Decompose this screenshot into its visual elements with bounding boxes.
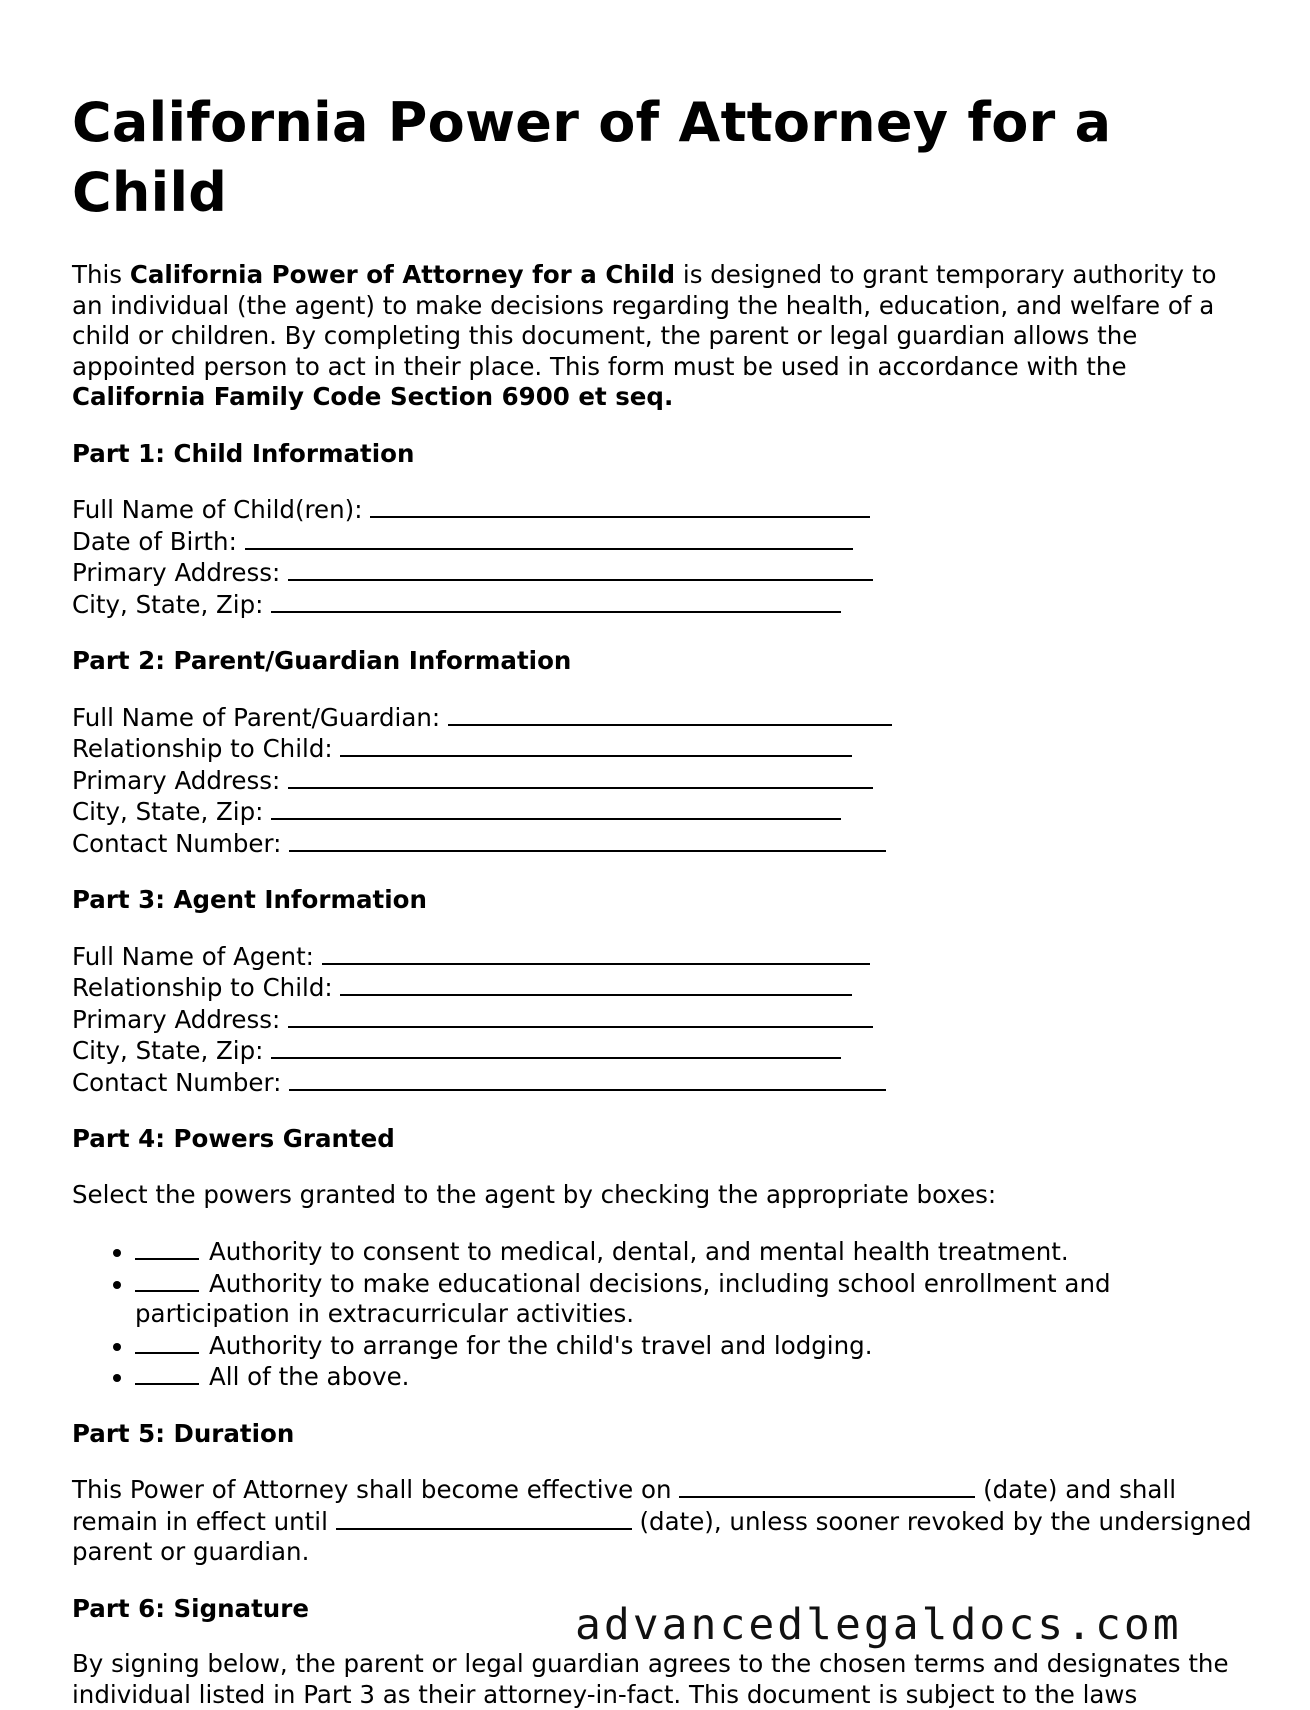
powers-list xyxy=(72,1236,1252,1393)
power-label: All of the above. xyxy=(209,1362,410,1391)
part6-heading: Part 6: Signature xyxy=(72,1593,309,1623)
child-city-field xyxy=(72,589,1252,621)
duration-paragraph xyxy=(72,1474,1252,1568)
field-label: City, State, Zip: xyxy=(72,797,272,826)
field-label: City, State, Zip: xyxy=(72,589,272,619)
parent-relationship-blank[interactable] xyxy=(340,733,852,757)
child-name-blank[interactable] xyxy=(370,494,870,518)
parent-city-blank[interactable] xyxy=(271,796,841,820)
duration-text-middle: (date) and shall remain in effect until xyxy=(72,1475,1177,1536)
duration-text-start: This Power of Attorney shall become effective on xyxy=(72,1475,680,1504)
watermark-text: advancedlegaldocs.com xyxy=(575,1600,1182,1650)
agent-name-field xyxy=(72,941,1252,973)
part2-fields xyxy=(72,702,1252,860)
field-label: Full Name of Agent: xyxy=(72,941,322,971)
parent-address-field xyxy=(72,765,1252,797)
intro-code-reference: California Family Code Section 6900 et seq. xyxy=(72,382,674,411)
part4-heading: Part 4: Powers Granted xyxy=(72,1124,395,1153)
power-education-checkbox[interactable] xyxy=(135,1268,199,1292)
powers-instruction: Select the powers granted to the agent by checking the appropriate boxes: xyxy=(72,1179,997,1209)
parent-contact-field xyxy=(72,828,1252,860)
parent-name-blank[interactable] xyxy=(448,702,892,726)
document-title: California Power of Attorney for a Child xyxy=(72,91,1112,224)
field-label: Primary Address: xyxy=(72,1004,289,1034)
field-label: Full Name of Child(ren): xyxy=(72,495,371,524)
part1-heading: Part 1: Child Information xyxy=(72,438,415,468)
duration-text-end: (date), unless sooner revoked by the undersigned parent or guardian. xyxy=(72,1506,1252,1566)
intro-paragraph xyxy=(72,260,1252,413)
power-travel-checkbox[interactable] xyxy=(135,1330,199,1354)
field-label: Contact Number: xyxy=(72,828,290,858)
intro-text-start: This xyxy=(72,260,130,289)
end-date-blank[interactable] xyxy=(336,1506,632,1530)
child-dob-field xyxy=(72,526,1252,558)
field-label: Relationship to Child: xyxy=(72,973,341,1002)
part2-heading: Part 2: Parent/Guardian Information xyxy=(72,646,572,675)
part3-heading: Part 3: Agent Information xyxy=(72,885,427,914)
list-item xyxy=(135,1236,1252,1268)
agent-contact-field xyxy=(72,1067,1252,1099)
field-label: City, State, Zip: xyxy=(72,1036,272,1065)
child-address-field xyxy=(72,557,1252,589)
child-city-blank[interactable] xyxy=(271,589,841,613)
document-page xyxy=(72,88,1252,1710)
signature-paragraph: By signing below, the parent or legal guardian agrees to the chosen terms and designates the individual listed in Part 3 as their attorney-in-fact. This document is subject to the laws xyxy=(72,1649,1229,1709)
intro-text-middle: is designed to grant temporary authority to an individual (the agent) to make decisions regarding the health, education, and welfare of a child or children. By completing this document, the parent or legal guardian allows the appointed person to act in their place. This form must be used in accordance with the xyxy=(72,260,1217,381)
child-address-blank[interactable] xyxy=(288,557,873,581)
child-name-field xyxy=(72,494,1252,526)
agent-contact-blank[interactable] xyxy=(289,1067,886,1091)
parent-name-field xyxy=(72,702,1252,734)
agent-city-field xyxy=(72,1035,1252,1067)
list-item xyxy=(135,1330,1252,1362)
agent-address-field xyxy=(72,1004,1252,1036)
effective-date-blank[interactable] xyxy=(679,1474,975,1498)
field-label: Contact Number: xyxy=(72,1067,290,1097)
agent-name-blank[interactable] xyxy=(322,941,870,965)
field-label: Relationship to Child: xyxy=(72,734,341,763)
field-label: Full Name of Parent/Guardian: xyxy=(72,702,448,732)
power-label: Authority to consent to medical, dental, and mental health treatment. xyxy=(209,1237,1069,1266)
power-label: Authority to make educational decisions, including school enrollment and participation in extracurricular activities. xyxy=(135,1268,1111,1328)
child-dob-blank[interactable] xyxy=(245,526,853,550)
power-label: Authority to arrange for the child's travel and lodging. xyxy=(209,1330,873,1360)
list-item xyxy=(135,1361,1252,1393)
power-all-checkbox[interactable] xyxy=(135,1361,199,1385)
field-label: Primary Address: xyxy=(72,765,289,795)
part3-fields xyxy=(72,941,1252,1099)
parent-city-field xyxy=(72,796,1252,828)
parent-contact-blank[interactable] xyxy=(289,828,886,852)
field-label: Primary Address: xyxy=(72,558,289,587)
parent-relationship-field xyxy=(72,733,1252,765)
list-item xyxy=(135,1268,1252,1330)
part1-fields xyxy=(72,494,1252,620)
power-medical-checkbox[interactable] xyxy=(135,1236,199,1260)
field-label: Date of Birth: xyxy=(72,526,245,556)
agent-city-blank[interactable] xyxy=(271,1035,841,1059)
agent-relationship-blank[interactable] xyxy=(340,972,852,996)
part5-heading: Part 5: Duration xyxy=(72,1418,295,1448)
parent-address-blank[interactable] xyxy=(288,765,873,789)
agent-address-blank[interactable] xyxy=(288,1004,873,1028)
agent-relationship-field xyxy=(72,972,1252,1004)
intro-form-name: California Power of Attorney for a Child xyxy=(129,260,676,289)
